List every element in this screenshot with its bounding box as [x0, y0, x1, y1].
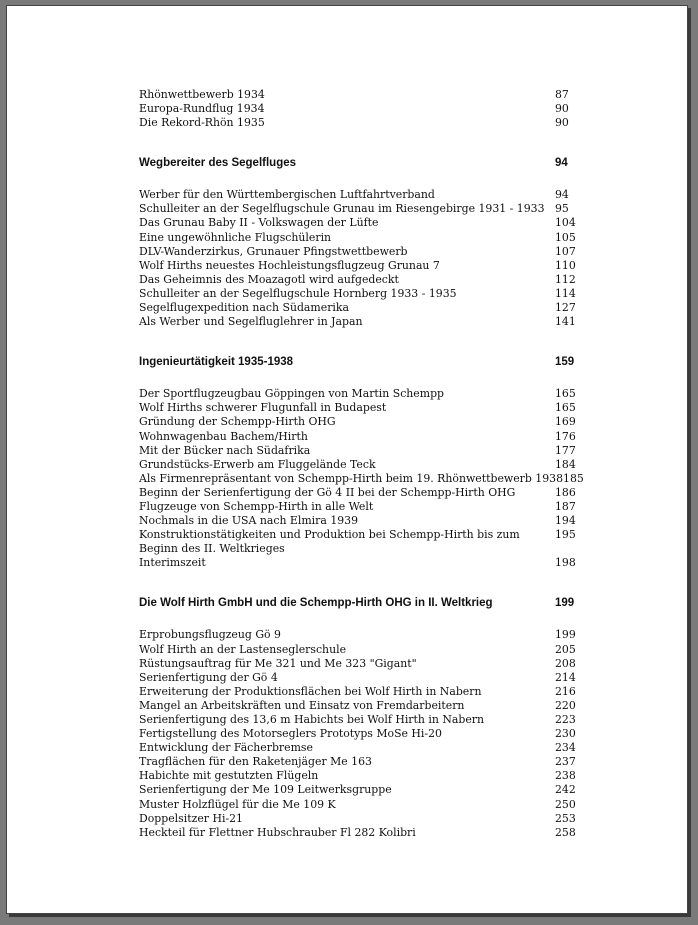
entry-title: Werber für den Württembergischen Luftfahrtverband [139, 188, 435, 202]
entry-page: 253 [555, 811, 576, 825]
entry-title: Rhönwettbewerb 1934 [139, 88, 265, 101]
entry-page: 127 [555, 301, 576, 315]
entry-title: DLV-Wanderzirkus, Grunauer Pfingstwettbewerb [139, 244, 408, 258]
entry-title: Habichte mit gestutzten Flügeln [139, 769, 319, 783]
section-title: Wegbereiter des Segelfluges [139, 157, 297, 170]
entry-title: Mit der Bücker nach Südafrika [139, 443, 311, 457]
entry-title: Tragflächen für den Raketenjäger Me 163 [139, 755, 372, 769]
entry-title: Grundstücks-Erwerb am Fluggelände Teck [139, 457, 376, 471]
toc-entry [139, 657, 585, 671]
entry-title: Erweiterung der Produktionsflächen bei Wolf Hirth in Nabern [139, 684, 482, 698]
entry-title: Europa-Rundflug 1934 [139, 102, 265, 116]
entry-page: 195 [555, 528, 576, 542]
toc-entry [139, 430, 585, 444]
entry-page: 94 [555, 188, 569, 202]
toc-entry [139, 685, 585, 699]
entry-title [139, 528, 520, 556]
toc-entry [139, 783, 585, 797]
toc-entry [139, 699, 585, 713]
table-of-contents [139, 88, 585, 840]
entry-title: Doppelsitzer Hi-21 [139, 811, 243, 825]
entry-title: Rüstungsauftrag für Me 321 und Me 323 "Gigant" [139, 656, 417, 670]
toc-entry [139, 202, 585, 216]
toc-entry [139, 713, 585, 727]
entry-title: Beginn der Serienfertigung der Gö 4 II bei der Schempp-Hirth OHG [139, 485, 516, 499]
toc-section-entries [139, 387, 585, 570]
entry-title: Nochmals in die USA nach Elmira 1939 [139, 514, 359, 528]
entry-page: 90 [555, 116, 569, 130]
entry-title: Entwicklung der Fächerbremse [139, 741, 313, 755]
entry-title: Das Grunau Baby II - Volkswagen der Lüfte [139, 216, 379, 230]
entry-page: 185 [563, 471, 584, 485]
entry-title: Serienfertigung der Me 109 Leitwerksgruppe [139, 783, 392, 797]
toc-entry [139, 458, 585, 472]
entry-title: Wolf Hirths neuestes Hochleistungsflugzeug Grunau 7 [139, 258, 440, 272]
entry-page: 186 [555, 485, 576, 499]
section-title: Die Wolf Hirth GmbH und die Schempp-Hirth OHG in II. Weltkrieg [139, 597, 493, 610]
entry-page: 184 [555, 457, 576, 471]
entry-page: 194 [555, 514, 576, 528]
entry-page: 90 [555, 102, 569, 116]
toc-entry [139, 188, 585, 202]
entry-page: 141 [555, 315, 576, 329]
entry-title-line2: Beginn des II. Weltkrieges [139, 542, 285, 556]
entry-page: 216 [555, 684, 576, 698]
entry-page: 165 [555, 387, 576, 401]
entry-title: Die Rekord-Rhön 1935 [139, 116, 265, 130]
toc-entry [139, 500, 585, 514]
entry-title: Schulleiter an der Segelflugschule Hornberg 1933 - 1935 [139, 286, 457, 300]
toc-entry [139, 727, 585, 741]
entry-page: 105 [555, 230, 576, 244]
entry-title: Als Firmenrepräsentant von Schempp-Hirth beim 19. Rhönwettbewerb 1938 [139, 471, 564, 485]
toc-entry [139, 514, 585, 528]
toc-entry [139, 486, 585, 500]
entry-title: Erprobungsflugzeug Gö 9 [139, 628, 281, 642]
toc-entry [139, 741, 585, 755]
entry-page: 238 [555, 769, 576, 783]
entry-title: Segelflugexpedition nach Südamerika [139, 301, 349, 315]
toc-entry [139, 643, 585, 657]
entry-page: 110 [555, 258, 576, 272]
toc-entry [139, 826, 585, 840]
toc-top-group [139, 88, 585, 130]
entry-page: 112 [555, 272, 576, 286]
entry-page: 114 [555, 286, 576, 300]
document-page [6, 5, 688, 914]
toc-entry [139, 556, 585, 570]
toc-entry [139, 273, 585, 287]
section-title: Ingenieurtätigkeit 1935-1938 [139, 356, 294, 369]
toc-entry [139, 387, 585, 401]
entry-title: Serienfertigung der Gö 4 [139, 670, 278, 684]
section-page: 159 [555, 356, 575, 369]
entry-page: 234 [555, 741, 576, 755]
entry-page: 237 [555, 755, 576, 769]
entry-page: 230 [555, 727, 576, 741]
entry-title: Gründung der Schempp-Hirth OHG [139, 415, 336, 429]
entry-title: Schulleiter an der Segelflugschule Grunau im Riesengebirge 1931 - 1933 [139, 202, 545, 216]
entry-page: 258 [555, 825, 576, 839]
toc-entry [139, 116, 585, 130]
toc-entry [139, 415, 585, 429]
entry-title: Wohnwagenbau Bachem/Hirth [139, 429, 308, 443]
entry-page: 198 [555, 556, 576, 570]
entry-title: Interimszeit [139, 556, 206, 570]
entry-page: 169 [555, 415, 576, 429]
entry-page: 95 [555, 202, 569, 216]
entry-title-line1: Konstruktionstätigkeiten und Produktion bei Schempp-Hirth bis zum [139, 528, 520, 542]
entry-page: 220 [555, 698, 576, 712]
entry-title: Wolf Hirth an der Lastenseglerschule [139, 642, 347, 656]
toc-entry [139, 245, 585, 259]
entry-title: Heckteil für Flettner Hubschrauber Fl 282 Kolibri [139, 825, 416, 839]
section-page: 94 [555, 157, 568, 170]
entry-page: 87 [555, 88, 569, 101]
toc-entry [139, 315, 585, 329]
toc-section-entries [139, 188, 585, 329]
entry-title: Das Geheimnis des Moazagotl wird aufgedeckt [139, 272, 399, 286]
entry-page: 107 [555, 244, 576, 258]
toc-entry [139, 102, 585, 116]
entry-title: Der Sportflugzeugbau Göppingen von Martin Schempp [139, 387, 445, 401]
toc-entry [139, 671, 585, 685]
entry-page: 208 [555, 656, 576, 670]
toc-entry [139, 472, 585, 486]
toc-entry [139, 812, 585, 826]
entry-title: Muster Holzflügel für die Me 109 K [139, 797, 336, 811]
toc-entry [139, 755, 585, 769]
toc-entry-multiline [139, 528, 585, 556]
section-page: 199 [555, 597, 575, 610]
entry-title: Flugzeuge von Schempp-Hirth in alle Welt [139, 499, 374, 513]
entry-page: 199 [555, 628, 576, 642]
entry-page: 177 [555, 443, 576, 457]
section-heading [139, 156, 585, 170]
toc-entry [139, 301, 585, 315]
entry-title: Wolf Hirths schwerer Flugunfall in Budapest [139, 401, 387, 415]
entry-page: 165 [555, 401, 576, 415]
entry-title: Serienfertigung des 13,6 m Habichts bei Wolf Hirth in Nabern [139, 713, 484, 726]
entry-page: 250 [555, 797, 576, 811]
toc-section-entries [139, 628, 585, 839]
section-heading [139, 355, 585, 369]
toc-entry [139, 216, 585, 230]
entry-page: 104 [555, 216, 576, 230]
toc-entry [139, 401, 585, 415]
entry-page: 223 [555, 713, 576, 726]
entry-page: 176 [555, 429, 576, 443]
entry-title: Fertigstellung des Motorseglers Prototyps MoSe Hi-20 [139, 727, 442, 741]
entry-page: 214 [555, 670, 576, 684]
entry-page: 187 [555, 499, 576, 513]
entry-page: 205 [555, 642, 576, 656]
toc-entry [139, 88, 585, 102]
section-heading [139, 596, 585, 610]
toc-entry [139, 259, 585, 273]
toc-entry [139, 769, 585, 783]
toc-entry [139, 444, 585, 458]
entry-title: Als Werber und Segelfluglehrer in Japan [139, 315, 363, 329]
entry-title: Mangel an Arbeitskräften und Einsatz von Fremdarbeitern [139, 698, 465, 712]
toc-entry [139, 287, 585, 301]
toc-entry [139, 628, 585, 642]
entry-title: Eine ungewöhnliche Flugschülerin [139, 230, 332, 244]
toc-entry [139, 231, 585, 245]
toc-entry [139, 798, 585, 812]
entry-page: 242 [555, 783, 576, 797]
